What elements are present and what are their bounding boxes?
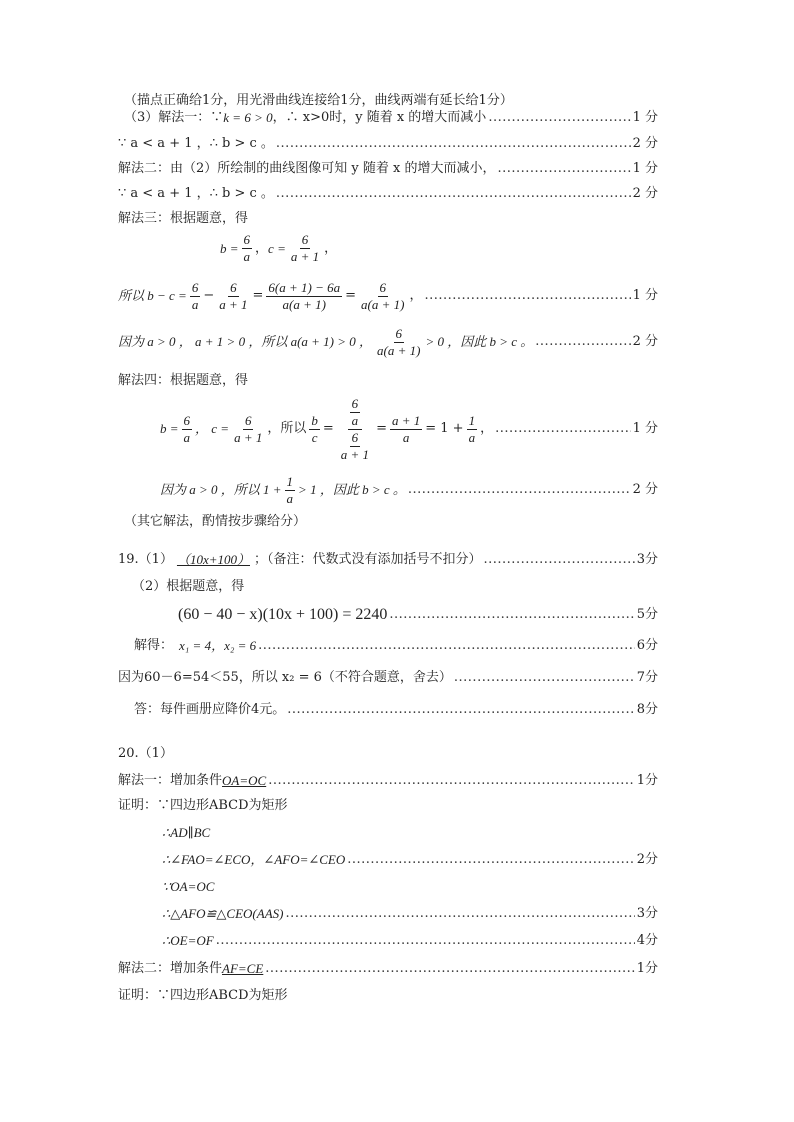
q19-solution: 解得： x₁ = 4，x₂ = 6 ..... 6分 [118,637,658,655]
fraction: $\frac{6}{a(a + 1)}$ [377,325,421,358]
fraction: $\frac{b}{c}$ [311,412,318,445]
fraction: $\frac{6}{a + 1}$ [290,232,320,264]
fraction: $\frac{1}{a}$ [468,412,476,445]
fraction: $\frac{a + 1}{a}$ [391,412,421,445]
method-1-line-2: ∵ a < a + 1 ，∴ b > c 。 ..... 2 分 [118,135,658,153]
q20-proof-angles: ∴∠FAO=∠ECO，∠AFO=∠CEO ..... 2分 [162,851,658,869]
q19-check: 因为60－6=54＜55，所以 x₂ = 6（不符合题意，舍去） ..... 7分 [118,669,658,687]
q20-proof-start: 证明：∵四边形ABCD为矩形 [118,798,288,813]
fraction: $\frac{1}{a}$ [286,473,294,506]
q20-proof-parallel: ∴AD∥BC [162,825,211,840]
fraction: $\frac{6}{a}$ [243,232,251,264]
q20-proof-congruent: ∴△AFO≌△CEO(AAS) ..... 3分 [162,905,658,923]
fraction: $\frac{6}{a + 1}$ [219,279,248,312]
fraction: $\frac{6}{a}$ [183,412,191,445]
method-3-conclusion: 因为 a > 0 ， a + 1 > 0 ，所以 a(a + 1) > 0 ， $\frac{6}{a(a + 1)}$ > 0 ，因此 b > c 。 ..... 2 分 [118,324,658,360]
fraction: $\frac{6}{a(a + 1)}$ [361,279,405,312]
q19-part-2-heading: （2）根据题意，得 [132,579,245,594]
q20-proof-given: ∵OA=OC [162,879,215,894]
q20-method-1-condition: 解法一：增加条件 OA=OC ..... 1分 [118,772,658,790]
method-3-definitions: b = $\frac{6}{a}$ ， c = $\frac{6}{a + 1}$ ， [220,232,338,264]
method-4-heading: 解法四：根据题意，得 [118,373,249,388]
answer-underlined: （10x+100） [176,552,250,567]
q19-equation: (60 − 40 − x)(10x + 100) = 2240 ..... 5分 [178,604,658,626]
q19-part-1: 19.（1） （10x+100） ；（备注：代数式没有添加括号不扣分） ..... 3分 [118,551,658,569]
fraction: $\frac{6}{a + 1}$ [234,412,263,445]
q19-answer: 答：每件画册应降价4元。 ..... 8分 [118,701,658,719]
q20-heading: 20.（1） [118,746,173,761]
method-2-line-2: ∵ a < a + 1 ，∴ b > c 。 ..... 2 分 [118,185,658,203]
method-2-line-1: 解法二：由（2）所绘制的曲线图像可知 y 随着 x 的增大而减小， ..... 1 分 [118,160,658,178]
method-3-difference: 所以 b − c = $\frac{6}{a}$ − $\frac{6}{a + 1}$ = $\frac{6(a + 1) - 6a}{a(a + 1)}$ = $\frac{6}{a(a + 1)}$ ， ..... 1 分 [118,278,658,314]
q20-method-2-proof-start: 证明：∵四边形ABCD为矩形 [118,988,288,1003]
method-3-heading: 解法三：根据题意，得 [118,211,249,226]
other-methods-note: （其它解法，酌情按步骤给分） [124,514,307,529]
compound-fraction: $\frac{\frac{6}{a}}{\frac{6}{a + 1}}$ [340,395,370,462]
method-4-conclusion: 因为 a > 0 ，所以 1 + $\frac{1}{a}$ > 1 ，因此 b > c 。 ..... 2 分 [160,472,658,508]
fraction: $\frac{6}{a}$ [191,279,199,312]
q20-method-2-condition: 解法二：增加条件 AF=CE ..... 1分 [118,960,658,978]
scoring-note: （描点正确给1分，用光滑曲线连接给1分，曲线两端有延长给1分） [124,93,513,108]
method-4-ratio: b = $\frac{6}{a}$ ， c = $\frac{6}{a + 1}$ ，所以 $\frac{b}{c}$ = $\frac{\frac{6}{a}}{\frac{6}{a + 1}}$ = $\frac{a + 1}{a}$ = 1 + $\frac{1}{a}$ ， ..... 1 分 [160,394,658,464]
method-1-line-1: （3）解法一：∵ k = 6 > 0 ，∴ x>0时，y 随着 x 的增大而减小 ..... 1 分 [118,109,658,127]
fraction: $\frac{6(a + 1) - 6a}{a(a + 1)}$ [268,279,341,312]
q20-proof-result: ∴OE=OF ..... 4分 [162,932,658,950]
